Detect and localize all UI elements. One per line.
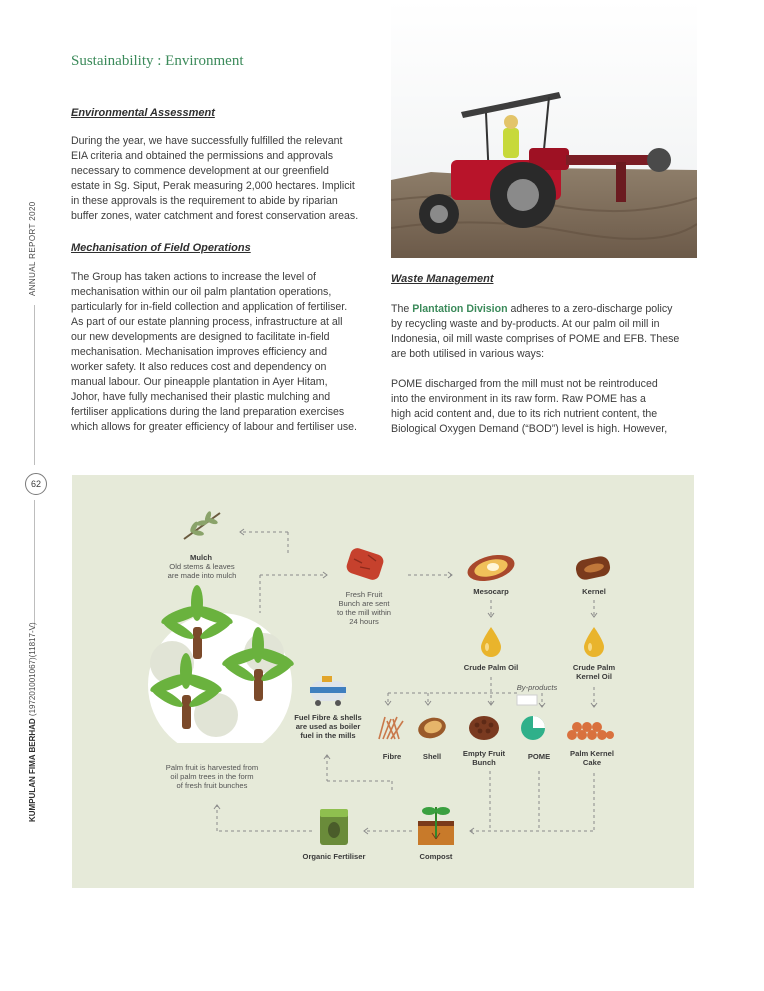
text-line: fuel in the mills — [300, 731, 356, 740]
crude-palm-oil-label: Crude Palm Oil — [463, 663, 519, 672]
pome-container-icon — [516, 693, 538, 707]
text-line: in these approvals is the requirement to abide by riparian — [71, 195, 338, 207]
compost-label: Compost — [419, 852, 453, 861]
efb-label — [452, 749, 516, 767]
text-line: our new developments are designed to facilitate in-field — [71, 331, 330, 343]
page-title: Sustainability : Environment — [71, 53, 244, 69]
compost-icon — [416, 803, 456, 847]
text-line — [391, 302, 701, 317]
boiler-tank-icon — [306, 673, 350, 707]
mulch-branch-icon — [180, 505, 224, 545]
text-line: manual labour. Our pineapple plantation in Ayer Hitam, — [71, 376, 328, 388]
text-line: mechanisation within our oil palm plantation operations, — [71, 286, 332, 298]
ffb-description — [324, 590, 404, 626]
waste-paragraph-1 — [391, 302, 701, 362]
text-line: necessary to commence development at our greenfield — [71, 165, 329, 177]
text-line: During the year, we have successfully fulfilled the relevant — [71, 135, 343, 147]
text-line: are used as boiler — [295, 722, 361, 731]
sidebar-divider-top — [34, 305, 35, 465]
text-line: to the mill within — [336, 608, 392, 617]
text-line: Crude Palm — [572, 663, 616, 672]
crude-palm-kernel-oil-drop-icon — [582, 625, 606, 657]
text-line: Palm fruit is harvested from — [165, 763, 259, 772]
text-line: Cake — [582, 758, 602, 767]
text-line: Old stems & leaves — [169, 562, 235, 571]
fuel-description — [280, 713, 376, 740]
by-products-label: By-products — [516, 683, 558, 692]
tractor-photo — [391, 0, 697, 258]
text-line: Indonesia, oil mill waste comprises of POME and EFB. These — [391, 333, 680, 345]
text-line: POME discharged from the mill must not be reintroduced — [391, 378, 658, 390]
env-assessment-paragraph — [71, 134, 383, 224]
waste-management-heading: Waste Management — [391, 273, 494, 285]
mulch-description — [150, 562, 254, 580]
text-line: are made into mulch — [167, 571, 237, 580]
text-line: high acid content and, due to its rich nutrient content, the — [391, 408, 658, 420]
text-line: As part of our estate planning process, infrastructure at all — [71, 316, 343, 328]
text-line: Palm Kernel — [570, 749, 614, 758]
company-name: KUMPULAN FIMA BERHAD — [28, 718, 37, 822]
organic-fertiliser-bag-icon — [316, 805, 352, 847]
pome-label: POME — [527, 752, 551, 761]
kernel-label: Kernel — [582, 587, 606, 596]
shell-label: Shell — [422, 752, 442, 761]
pome-icon — [518, 713, 548, 743]
fibre-label: Fibre — [382, 752, 402, 761]
palm-oil-process-diagram — [72, 475, 694, 888]
mesocarp-icon — [464, 553, 518, 583]
empty-fruit-bunch-icon — [466, 710, 502, 744]
mechanisation-paragraph — [71, 270, 383, 435]
text-line: into the environment in its raw form. Raw POME has a — [391, 393, 646, 405]
text-line: The Group has taken actions to increase the level of — [71, 271, 316, 283]
annual-report-label: ANNUAL REPORT 2020 — [28, 201, 37, 296]
text-line: buffer zones, water catchment and forest conservation areas. — [71, 210, 359, 222]
harvest-description — [150, 763, 274, 790]
crude-palm-oil-drop-icon — [479, 625, 503, 657]
text-line: worker safety. It also reduces cost and dependency on — [71, 361, 327, 373]
text-line: Johor, have fully mechanised their plastic mulching and — [71, 391, 331, 403]
text-line: Bunch are sent — [338, 599, 390, 608]
text-line: which allows for greater efficiency of labour and fertiliser use. — [71, 421, 357, 433]
fresh-fruit-bunch-icon — [342, 547, 392, 583]
mesocarp-label: Mesocarp — [473, 587, 509, 596]
mechanisation-heading: Mechanisation of Field Operations — [71, 242, 251, 254]
env-assessment-heading: Environmental Assessment — [71, 107, 215, 119]
company-reg-number: (197201001067)(11817-V) — [28, 622, 37, 719]
company-registration-label — [28, 622, 37, 822]
text-line: are both utilised in various ways: — [391, 348, 545, 360]
sidebar-divider-bottom — [34, 500, 35, 628]
text-line: Bunch — [472, 758, 496, 767]
text-rest: adheres to a zero-discharge policy — [507, 303, 673, 315]
text-line: fertiliser applications during the land preparation exercises — [71, 406, 345, 418]
text-line: particularly for in-field collection and application of fertiliser. — [71, 301, 348, 313]
page-number: 62 — [25, 473, 47, 495]
shell-icon — [416, 715, 448, 741]
palm-kernel-cake-icon — [564, 719, 616, 743]
text-line: Fuel Fibre & shells — [294, 713, 362, 722]
crude-palm-kernel-oil-label — [554, 663, 634, 681]
text-line: Kernel Oil — [576, 672, 612, 681]
text-line: mechanisation. Mechanisation improves efficiency and — [71, 346, 327, 358]
text-line: Empty Fruit — [462, 749, 506, 758]
text-line: oil palm trees in the form — [170, 772, 254, 781]
organic-fertiliser-label: Organic Fertiliser — [302, 852, 366, 861]
text-line: Biological Oxygen Demand (“BOD”) level is high. However, — [391, 423, 668, 435]
text-line: EIA criteria and obtained the permissions and approvals — [71, 150, 334, 162]
text-line: of fresh fruit bunches — [176, 781, 248, 790]
kernel-icon — [572, 553, 616, 583]
text-lead: The — [391, 303, 413, 315]
plantation-division-highlight: Plantation Division — [412, 303, 508, 315]
text-line: estate in Sg. Siput, Perak measuring 2,000 hectares. Implicit — [71, 180, 355, 192]
pkc-label — [557, 749, 627, 767]
fibre-icon — [375, 713, 407, 743]
text-line: Fresh Fruit — [345, 590, 383, 599]
text-line: by recycling waste and by-products. At our palm oil mill in — [391, 318, 660, 330]
waste-paragraph-2 — [391, 377, 701, 437]
mulch-title: Mulch — [190, 553, 212, 562]
text-line: 24 hours — [349, 617, 379, 626]
